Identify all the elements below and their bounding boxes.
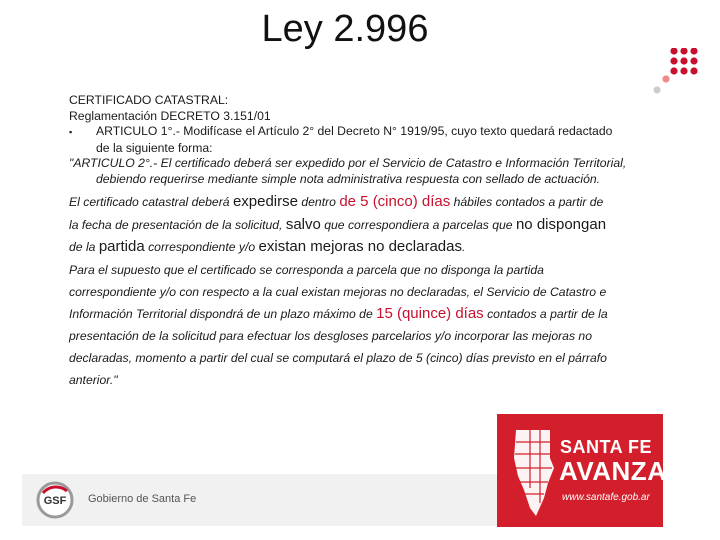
slide-title: Ley 2.996 [261, 8, 429, 50]
text-line: declaradas, momento a partir del cual se computará el plazo de 5 (cinco) días previsto en el párrafo [69, 350, 607, 365]
quote-line-2: debiendo requerirse mediante simple nota administrativa respuesta con sellado de actuación. [96, 171, 601, 186]
emphasis-run: no dispongan [515, 215, 607, 233]
brand-line-2: AVANZA [559, 456, 667, 486]
emphasis-run: partida [98, 238, 145, 255]
section-heading: CERTIFICADO CATASTRAL: [69, 93, 229, 107]
text-line: correspondiente y/o con respecto a la cual existan mejoras no declaradas, el Servicio de Catastro e [69, 284, 607, 299]
text-line: Para el supuesto que el certificado se corresponda a parcela que no disponga la partida [69, 262, 544, 277]
article-text-cont: de la siguiente forma: [96, 140, 213, 155]
text-run: contados a partir de la [483, 306, 608, 321]
text-run: que correspondiera a parcelas que [320, 217, 516, 232]
santa-fe-map-icon [510, 428, 560, 518]
government-label: Gobierno de Santa Fe [88, 493, 197, 505]
emphasis-run: expedirse [232, 193, 298, 210]
text-run: correspondiente y/o [144, 240, 259, 254]
highlight-run: de 5 (cinco) días [339, 193, 451, 210]
document-body [69, 93, 659, 391]
text-line: presentación de la solicitud para efectuar los desgloses parcelarios y/o incorporar las mejoras no [69, 328, 592, 343]
text-run: la fecha de presentación de la solicitud, [69, 217, 286, 232]
article-text: ARTICULO 1°.- Modifícase el Artículo 2° del Decreto N° 1919/95, cuyo texto quedará redactado [96, 124, 613, 138]
dot-grid-logo-icon [653, 48, 703, 98]
emphasis-run: existan mejoras no declaradas [258, 238, 462, 255]
gsf-logo-icon [36, 481, 76, 519]
highlight-run: 15 (quince) días [376, 304, 484, 322]
brand-url: www.santafe.gob.ar [562, 492, 650, 503]
paragraph-exception [69, 259, 659, 391]
brand-line-1: SANTA FE [560, 437, 652, 457]
svg-text:GSF: GSF [43, 495, 67, 507]
text-run: Información Territorial dispondrá de un plazo máximo de [69, 306, 377, 321]
text-run: El certificado catastral deberá [69, 195, 233, 209]
bullet-icon: ▪ [69, 127, 73, 137]
text-run: dentro [297, 195, 340, 209]
text-run: de la [69, 240, 99, 254]
article-bullet [69, 124, 659, 141]
emphasis-run: salvo [285, 215, 321, 233]
quote-line-1: "ARTICULO 2°.- El certificado deberá ser expedido por el Servicio de Catastro e Información Territorial, [69, 156, 627, 170]
regulation-line: Reglamentación DECRETO 3.151/01 [69, 108, 271, 123]
text-run: hábiles contados a partir de [450, 195, 604, 209]
text-line: anterior." [69, 372, 118, 387]
text-run: . [461, 240, 466, 254]
paragraph-deadline [69, 191, 659, 259]
